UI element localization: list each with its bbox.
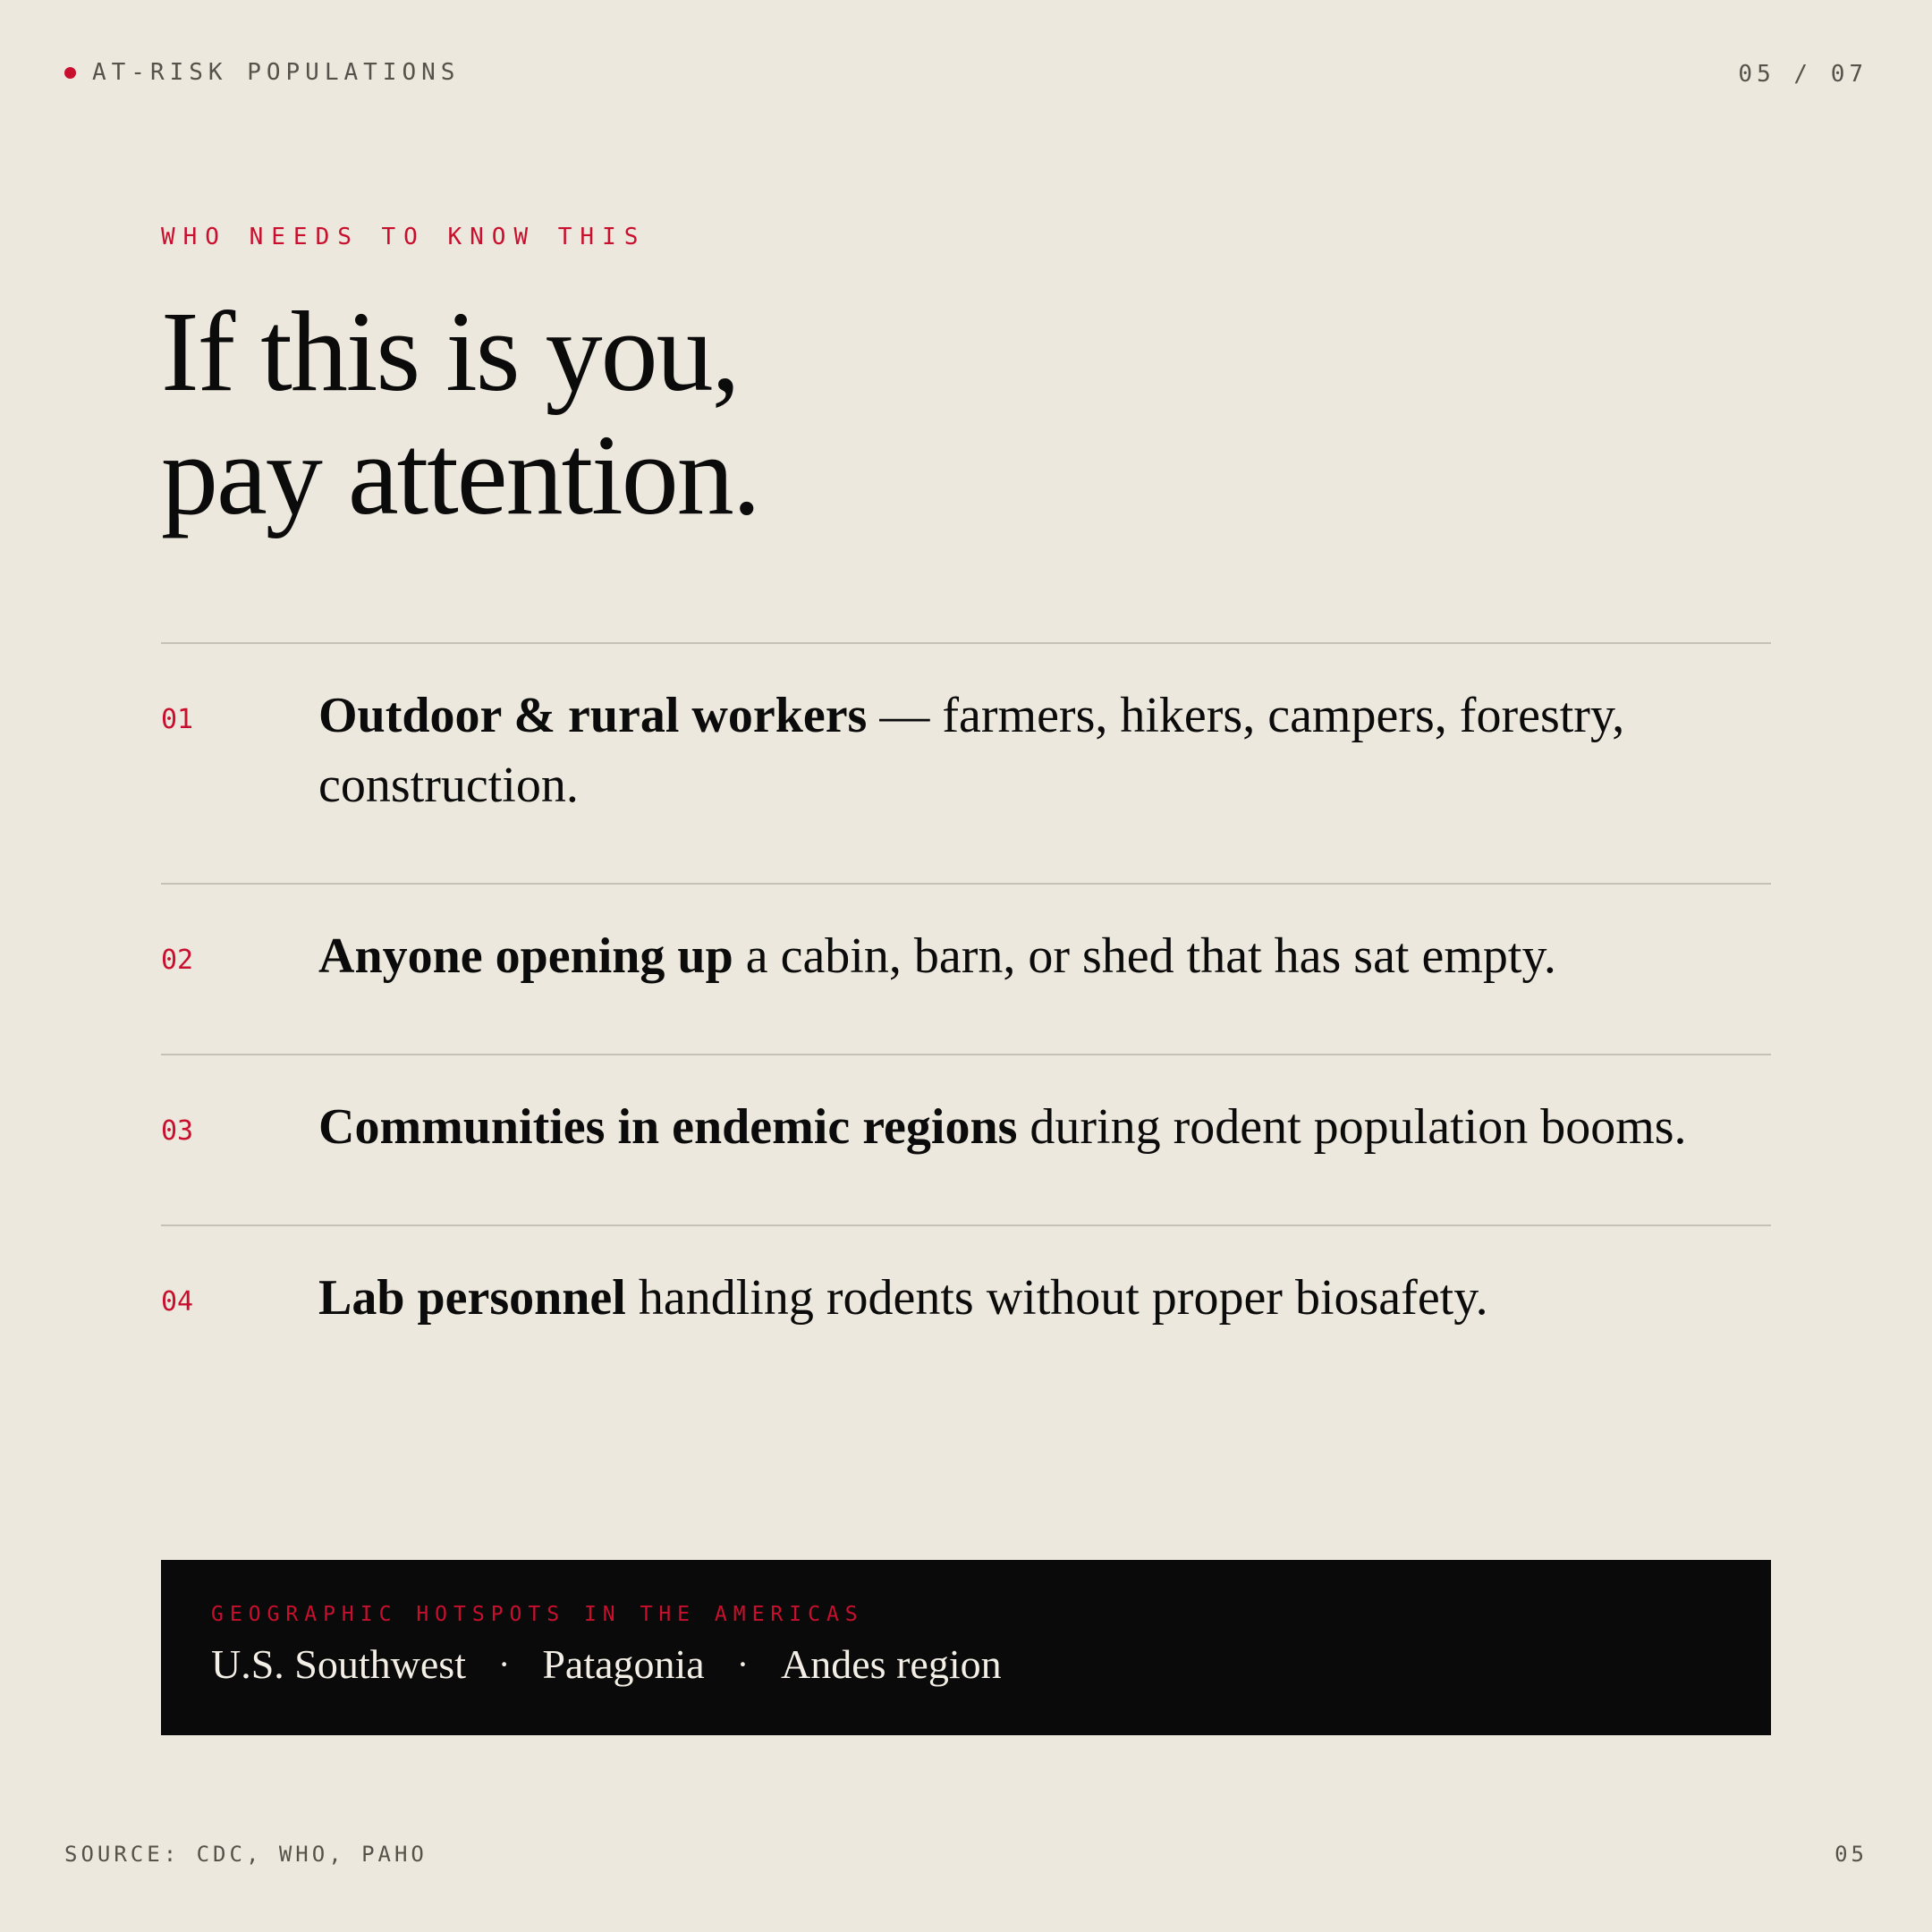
separator-dot: ·	[497, 1644, 511, 1684]
item-text	[318, 921, 1556, 991]
hotspots-list	[211, 1640, 1002, 1688]
separator-dot: ·	[736, 1644, 750, 1684]
accent-dot-icon	[64, 67, 76, 79]
source-citation: SOURCE: CDC, WHO, PAHO	[64, 1842, 428, 1867]
item-bold-lead: Outdoor & rural workers	[318, 688, 868, 743]
hotspot-region: Patagonia	[542, 1641, 705, 1687]
hotspot-region: U.S. Southwest	[211, 1641, 466, 1687]
section-tag: AT-RISK POPULATIONS	[92, 59, 461, 86]
item-text	[318, 1092, 1687, 1162]
item-number: 04	[161, 1286, 194, 1318]
item-description: during rodent population booms.	[1017, 1099, 1687, 1155]
main-content	[161, 225, 1771, 1395]
page-counter: 05 / 07	[1738, 61, 1868, 88]
item-number: 01	[161, 704, 194, 735]
item-number: 03	[161, 1115, 194, 1147]
page-title	[161, 290, 1771, 537]
eyebrow-label: WHO NEEDS TO KNOW THIS	[161, 224, 647, 250]
item-text	[318, 681, 1771, 820]
item-text	[318, 1263, 1488, 1333]
list-item	[161, 885, 1771, 1055]
hotspots-label: GEOGRAPHIC HOTSPOTS IN THE AMERICAS	[211, 1603, 864, 1626]
list-item	[161, 644, 1771, 885]
risk-group-list	[161, 642, 1771, 1395]
item-bold-lead: Anyone opening up	[318, 928, 733, 984]
item-description: handling rodents without proper biosafety.	[625, 1270, 1488, 1326]
section-header	[64, 59, 460, 86]
list-item	[161, 1055, 1771, 1226]
page-number: 05	[1835, 1842, 1868, 1867]
item-description: — farmers, hikers, campers, forestry, construction.	[318, 688, 1625, 813]
hotspot-region: Andes region	[781, 1641, 1002, 1687]
item-description: a cabin, barn, or shed that has sat empty.	[733, 928, 1556, 984]
item-bold-lead: Lab personnel	[318, 1270, 626, 1326]
headline-line-2: pay attention.	[161, 411, 759, 538]
headline-line-1: If this is you,	[161, 288, 739, 415]
list-item	[161, 1226, 1771, 1395]
hotspots-panel	[161, 1560, 1771, 1735]
item-number: 02	[161, 945, 194, 976]
item-bold-lead: Communities in endemic regions	[318, 1099, 1018, 1155]
